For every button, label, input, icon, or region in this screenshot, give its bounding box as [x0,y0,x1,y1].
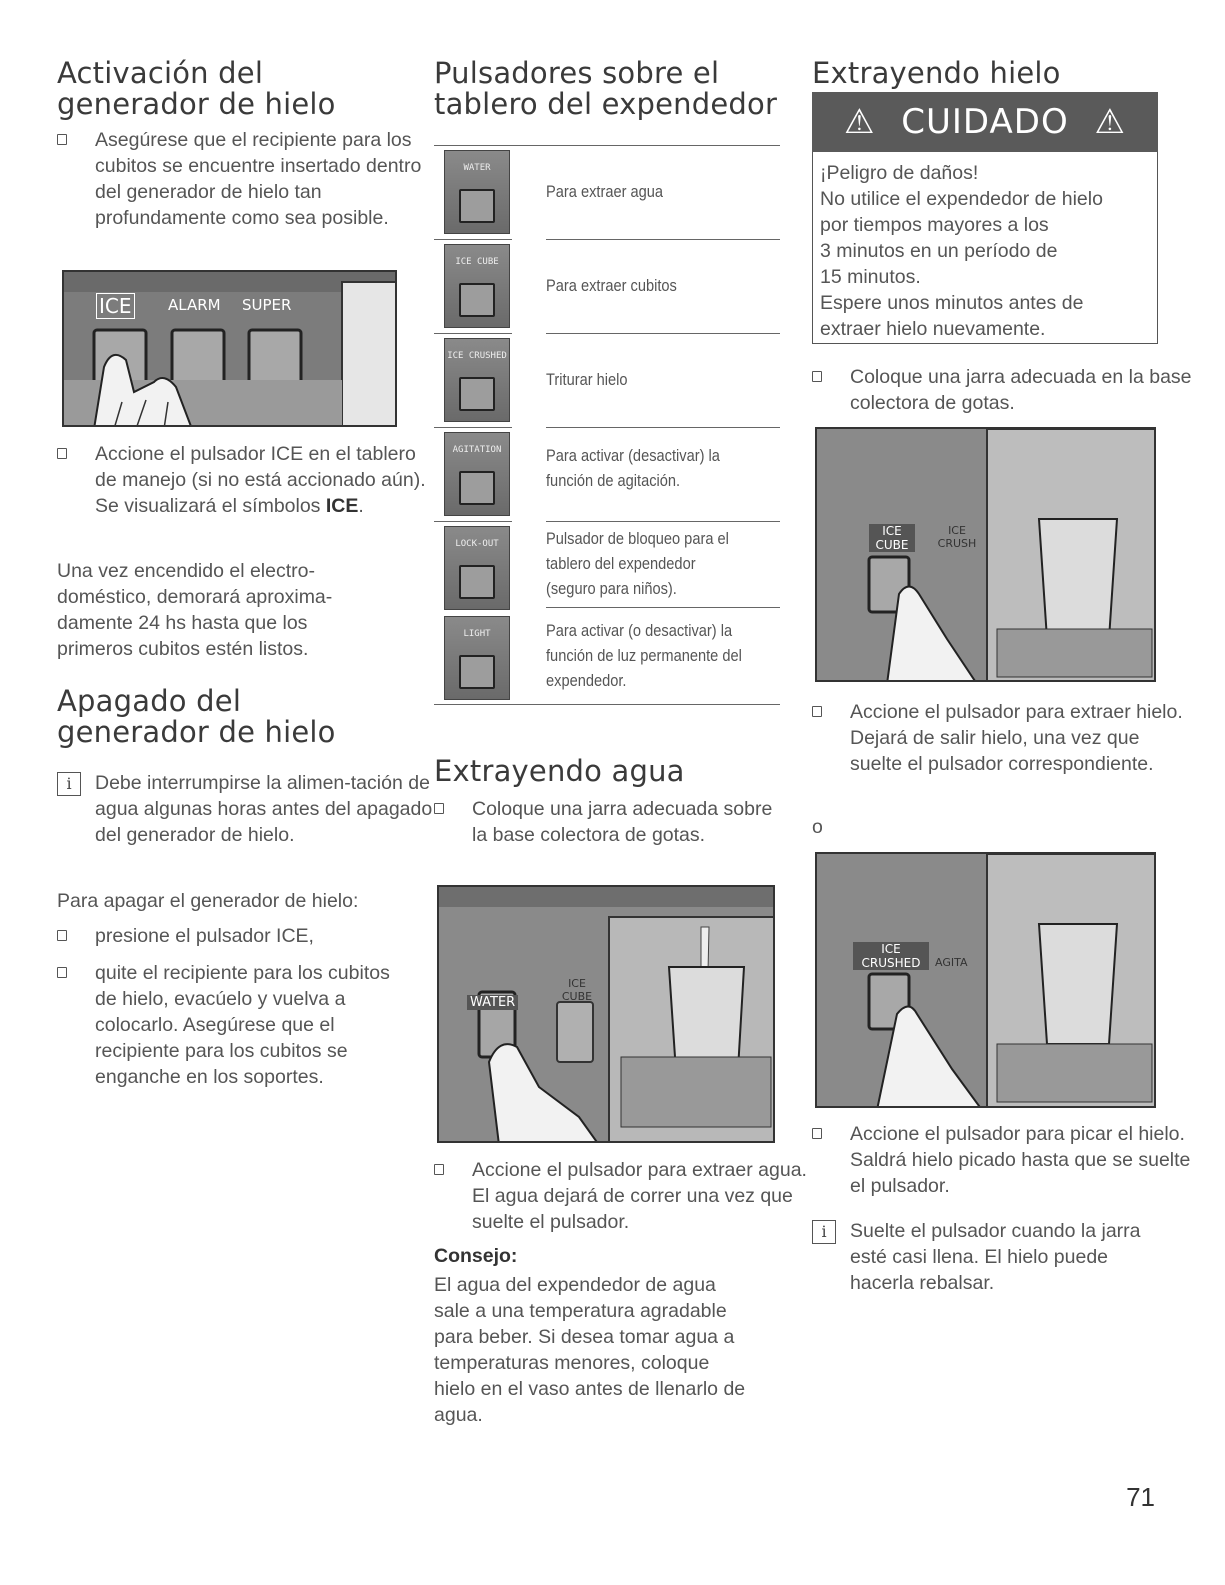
checkbox-bullet-icon [812,706,822,717]
agitation-button-icon [444,432,510,516]
note-text: Suelte el pulsador cuando la jarra esté casi llena. El hielo puede hacerla rebalsar. [850,1220,1141,1294]
bullet-jug-container [812,364,1196,416]
checkbox-bullet-icon [434,1164,444,1175]
checkbox-bullet-icon [812,371,822,382]
light-button-icon [444,616,510,700]
ice-cube-illustration [817,429,1156,682]
heading-ice: Extrayendo hielo [812,56,1061,90]
bullet-text: Accione el pulsador para extraer agua. El agua dejará de correr una vez que suelte el pulsador. [472,1159,807,1233]
button-description: Pulsador de bloqueo para el tablero del expendedor (seguro para niños). [546,529,729,598]
info-icon: i [57,772,81,796]
bullet-jug-container [434,796,792,848]
bullet-text: Accione el pulsador para extraer hielo. Dejará de salir hielo, una vez que suelte el pulsador correspondiente. [850,701,1183,775]
button-image-label: ICE CRUSHED [447,351,507,361]
bullet-press-ice-container [812,699,1196,777]
button-description: Para activar (desactivar) la función de agitación. [546,446,720,490]
panel-label-alarm: ALARM [168,296,221,314]
water-button-icon [444,150,510,234]
caution-line: 15 minutos. [820,266,921,288]
ice-crushed-illustration [817,854,1156,1108]
bullet-text: Accione el pulsador para picar el hielo. Saldrá hielo picado hasta que se suelte el pulsador. [850,1123,1191,1197]
water-label: WATER [467,995,518,1010]
ice-cube-label: ICE CUBE [561,977,593,1003]
checkbox-bullet-icon [812,1128,822,1139]
heading-off: Apagado del generador de hielo [57,684,336,749]
checkbox-bullet-icon [434,803,444,814]
heading-activation: Activación del generador de hielo [57,56,336,121]
heading-water: Extrayendo agua [434,754,685,788]
checkbox-bullet-icon [57,448,67,459]
checkbox-bullet-icon [57,134,67,145]
warning-triangle-icon: ⚠ [1094,102,1127,142]
agitation-label: AGITA [935,956,968,969]
checkbox-bullet-icon [57,967,67,978]
ice-cube-label: ICE CUBE [869,524,915,552]
caution-line: ¡Peligro de daños! [820,162,979,184]
ice-crushed-button-icon [444,338,510,422]
page-number: 71 [1126,1482,1155,1512]
note-text: Debe interrumpirse la alimen-tación de agua algunas horas antes del apagado del generador de hielo. [95,772,433,846]
bullet-press-water-container [434,1157,818,1235]
water-dispenser-illustration [439,887,775,1143]
dispenser-buttons-table [434,146,780,706]
bullet-text: presione el pulsador ICE, [95,925,314,947]
caution-line: Espere unos minutos antes de [820,292,1084,314]
bullet-text: Asegúrese que el recipiente para los cubitos se encuentre insertado dentro del generador de hielo tan profundamente como sea posible. [95,129,422,229]
caution-line: 3 minutos en un período de [820,240,1058,262]
bullet-text: quite el recipiente para los cubitos de hielo, evacúelo y vuelva a colocarlo. Asegúrese que el recipiente para los cubitos se enganche en los soportes. [95,962,390,1088]
panel-label-super: SUPER [242,296,292,314]
control-panel-photo [62,270,397,427]
table-row [434,522,780,608]
table-row [434,334,780,428]
ice-crush-label: ICE CRUSH [937,524,977,550]
note-interrupt-container [57,770,435,848]
checkbox-bullet-icon [57,930,67,941]
info-icon: i [812,1220,836,1244]
bullet-text: Accione el pulsador ICE en el tablero de manejo (si no está accionado aún). [95,443,426,491]
table-row [434,240,780,334]
button-description: Para activar (o desactivar) la función de luz permanente del expendedor. [546,621,742,690]
ice-crushed-photo [815,852,1156,1108]
bullet-remove-container [57,960,405,1090]
ice-cube-photo [815,427,1156,682]
caution-line: extraer hielo nuevamente. [820,318,1046,340]
paragraph-once-on: Una vez encendido el electro-doméstico, demorará aproxima-damente 24 hs hasta que los primeros cubitos estén listos. [57,560,333,660]
heading-buttons: Pulsadores sobre el tablero del expendedor [434,56,778,121]
bullet-text-2: Se visualizará el símbolos [95,495,326,517]
bullet-text: Coloque una jarra adecuada sobre la base colectora de gotas. [472,798,773,846]
table-row [434,146,780,240]
button-image-label: WATER [463,163,491,173]
panel-label-ice: ICE [96,293,135,319]
ice-symbol-text: ICE [325,495,359,517]
button-description: Triturar hielo [546,370,628,389]
caution-label: CUIDADO [901,102,1069,142]
bullet-ensure-container [57,127,435,231]
caution-line: No utilice el expendedor de hielo [820,188,1103,210]
button-description: Para extraer cubitos [546,276,677,295]
tip-title: Consejo: [434,1245,518,1267]
bullet-press-crush-container [812,1121,1196,1199]
button-description: Para extraer agua [546,182,664,201]
ice-cube-button-icon [444,244,510,328]
table-row [434,612,780,706]
warning-triangle-icon: ⚠ [843,102,876,142]
caution-body [812,152,1158,344]
bullet-text: Coloque una jarra adecuada en la base colectora de gotas. [850,366,1192,414]
tip-text: El agua del expendedor de agua sale a una temperatura agradable para beber. Si desea tomar agua a temperaturas menores, coloque hielo en el vaso antes de llenarlo de agua. [434,1274,746,1426]
or-text: o [812,816,823,838]
button-image-label: ICE CUBE [455,257,499,267]
water-dispenser-photo [437,885,775,1143]
caution-line: por tiempos mayores a los [820,214,1049,236]
button-image-label: LOCK-OUT [455,539,499,549]
paragraph-to-off: Para apagar el generador de hielo: [57,890,359,912]
ice-crushed-label: ICE CRUSHED [853,942,929,970]
bullet-text-end: . [358,495,364,517]
note-release-container [812,1218,1170,1296]
table-row [434,428,780,522]
caution-banner [812,92,1158,152]
table-bottom-rule [434,704,780,705]
button-image-label: LIGHT [463,629,491,639]
button-image-label: AGITATION [452,445,502,455]
lock-out-button-icon [444,526,510,610]
bullet-press-container [57,923,435,949]
bullet-press-ice-container [57,441,435,519]
